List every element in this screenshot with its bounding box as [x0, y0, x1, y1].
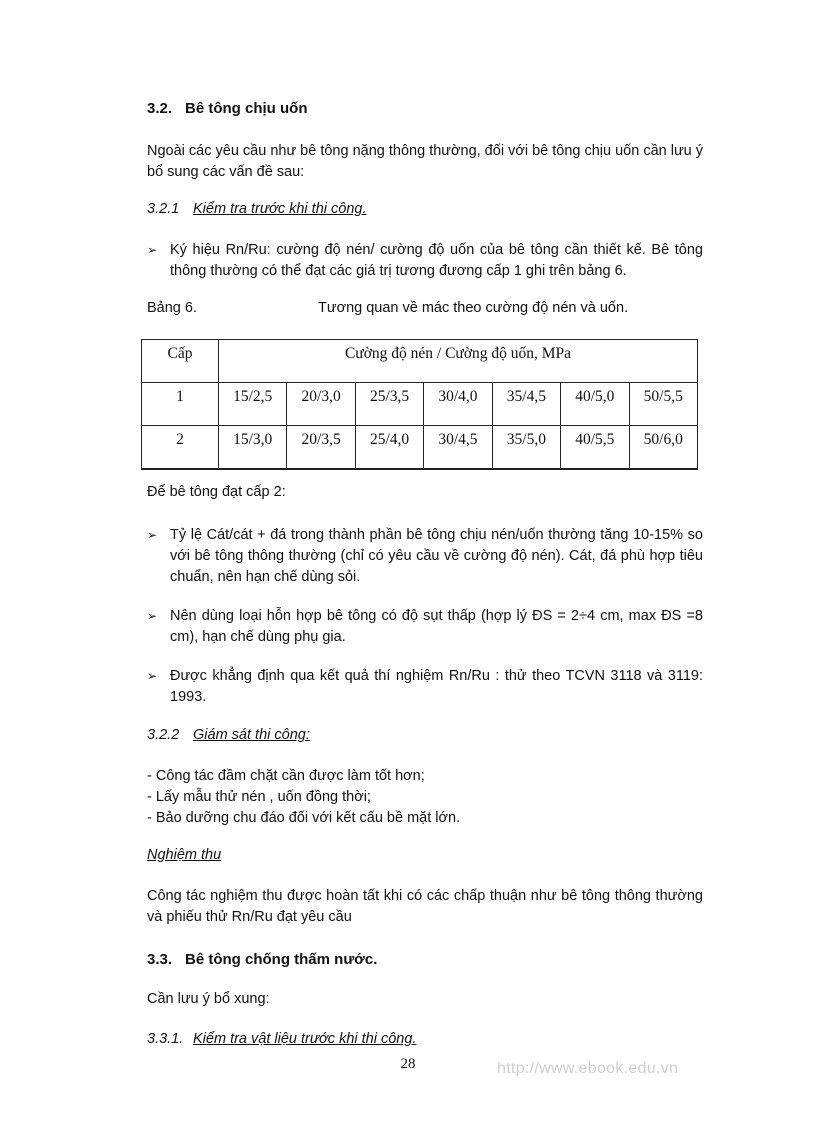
table-row — [142, 426, 698, 470]
table-cell-grade: 1 — [142, 383, 219, 426]
table-cell: 40/5,0 — [561, 383, 629, 426]
bullet-arrow-icon: ➢ — [147, 243, 158, 257]
grade-table — [141, 339, 698, 470]
table-cell: 35/5,0 — [492, 426, 560, 470]
table-header-row — [142, 340, 698, 383]
table-cell: 25/3,5 — [355, 383, 423, 426]
subsection-heading-3-3-1 — [147, 1031, 416, 1047]
list-item: - Bảo dưỡng chu đáo đối với kết cấu bề mặt lớn. — [147, 810, 461, 826]
table-cell: 25/4,0 — [355, 426, 423, 470]
bullet-arrow-icon: ➢ — [147, 669, 158, 683]
table-cell: 35/4,5 — [492, 383, 560, 426]
section-number: 3.2. — [147, 100, 173, 117]
table-caption-title: Tương quan về mác theo cường độ nén và uốn. — [318, 300, 629, 316]
bullet-paragraph-2: Tỷ lệ Cát/cát + đá trong thành phần bê tông chịu nén/uốn thường tăng 10-15% so với bê tông thông thường (chỉ có yêu cầu về cường độ nén). Cát, đá phù hợp tiêu chuẩn, nên hạn chế dùng sỏi. — [170, 527, 703, 585]
page-number: 28 — [400, 1056, 416, 1072]
grade2-intro: Để bê tông đạt cấp 2: — [147, 484, 286, 500]
acceptance-heading-text: Nghiệm thu — [147, 847, 222, 863]
table-cell-grade: 2 — [142, 426, 219, 470]
subsection-title: Giám sát thi công: — [193, 727, 310, 743]
acceptance-paragraph: Công tác nghiệm thu được hoàn tất khi có các chấp thuận như bê tông thông thường và phiếu thử Rn/Ru đạt yêu cầu — [147, 888, 703, 925]
list-item: - Lấy mẫu thử nén , uốn đồng thời; — [147, 789, 371, 805]
section-heading-3-2 — [147, 100, 307, 117]
table-header-cell: Cấp — [142, 340, 219, 383]
table-cell: 50/5,5 — [629, 383, 697, 426]
section-number: 3.3. — [147, 951, 173, 968]
subsection-title: Kiểm tra trước khi thi công. — [193, 201, 367, 217]
table-cell: 30/4,5 — [424, 426, 492, 470]
subsection-number: 3.3.1. — [147, 1031, 184, 1047]
section-title: Bê tông chịu uốn — [185, 100, 308, 117]
acceptance-heading — [147, 847, 221, 863]
table-cell: 20/3,5 — [287, 426, 355, 470]
intro-paragraph: Ngoài các yêu cầu như bê tông nặng thông thường, đối với bê tông chịu uốn cần lưu ý bổ sung các vấn đề sau: — [147, 143, 704, 180]
list-item: - Công tác đầm chặt cần được làm tốt hơn; — [147, 768, 425, 784]
table-cell: 20/3,0 — [287, 383, 355, 426]
table-cell: 30/4,0 — [424, 383, 492, 426]
table-cell: 40/5,5 — [561, 426, 629, 470]
section-title: Bê tông chống thấm nước. — [185, 951, 378, 968]
table-header-cell: Cường độ nén / Cường độ uốn, MPa — [219, 340, 698, 383]
table-row — [142, 383, 698, 426]
note-text: Cần lưu ý bổ xung: — [147, 991, 270, 1007]
table-caption-label: Bảng 6. — [147, 300, 197, 316]
table-cell: 50/6,0 — [629, 426, 697, 470]
bullet-paragraph-1: Ký hiệu Rn/Ru: cường độ nén/ cường độ uốn của bê tông cần thiết kế. Bê tông thông thường có thể đạt các giá trị tương đương cấp 1 ghi trên bảng 6. — [170, 242, 703, 279]
subsection-heading-3-2-1 — [147, 201, 366, 217]
table-cell: 15/3,0 — [219, 426, 287, 470]
bullet-paragraph-4: Được khẳng định qua kết quả thí nghiệm Rn/Ru : thử theo TCVN 3118 và 3119: 1993. — [170, 668, 703, 705]
section-heading-3-3 — [147, 951, 377, 968]
subsection-title: Kiểm tra vật liệu trước khi thi công. — [193, 1031, 417, 1047]
watermark-url: http://www.ebook.edu.vn — [497, 1060, 679, 1077]
bullet-arrow-icon: ➢ — [147, 609, 158, 623]
subsection-number: 3.2.1 — [147, 201, 180, 217]
subsection-heading-3-2-2 — [147, 727, 310, 743]
table-cell: 15/2,5 — [219, 383, 287, 426]
subsection-number: 3.2.2 — [147, 727, 180, 743]
bullet-paragraph-3: Nên dùng loại hỗn hợp bê tông có độ sụt thấp (hợp lý ĐS = 2÷4 cm, max ĐS =8 cm), hạn chế dùng phụ gia. — [170, 608, 703, 645]
bullet-arrow-icon: ➢ — [147, 528, 158, 542]
